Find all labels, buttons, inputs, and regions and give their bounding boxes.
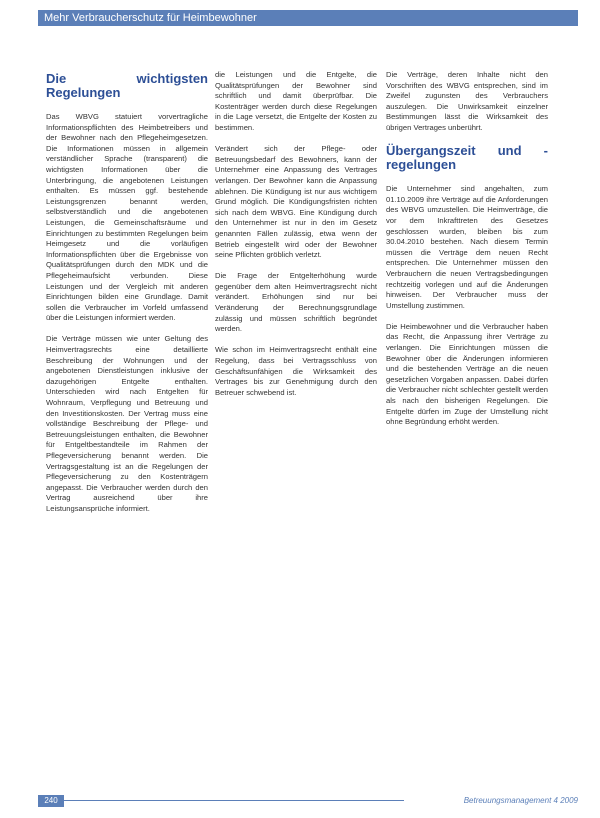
- header-title: Mehr Verbraucherschutz für Heimbewohner: [44, 12, 257, 24]
- paragraph: die Leistungen und die Entgelte, die Qualitätsprüfungen der Bewohner sind schriftlich und damit überprüfbar. Die Kostenträger werden durch diese Regelungen in die Lage versetzt, die Entgelte der Kosten zu bestimmen.: [215, 70, 377, 132]
- section-heading-uebergangszeit: Übergangszeit und -regelungen: [386, 143, 548, 173]
- section-heading-regelungen: Die wichtigsten Regelungen: [46, 71, 208, 100]
- paragraph: Die Frage der Entgelterhöhung wurde gegenüber dem alten Heimvertragsrecht nicht verändert. Erhöhungen sind nur bei Veränderung der Berechnungsgrundlage zulässig und müssen schriftlich begründet werden.: [215, 271, 377, 334]
- paragraph: Die Heimbewohner und die Verbraucher haben das Recht, die Anpassung ihrer Verträge zu verlangen. Die Einrichtungen müssen die Bewohner über die Änderungen informieren und die bestehenden Verträge an die neuen gesetzlichen Vorgaben anpassen. Dabei dürfen die Verbraucher nicht schlechter gestellt werden als nach den bisherigen Regelungen. Die Entgelte dürfen im Zuge der Umstellung nicht ohne Begründung erhöht werden.: [386, 321, 548, 427]
- paragraph: Verändert sich der Pflege- oder Betreuungsbedarf des Bewohners, kann der Unternehmer eine Anpassung des Vertrages verlangen. Der Bewohner kann die Anpassung ablehnen. Die Kündigung ist nur aus wichtigem Grund möglich. Die Kündigungsfristen richten sich nach dem WBVG. Eine Kündigung durch den Unternehmer ist nur in den im Gesetz genannten Fällen zulässig, etwa wenn der Betrieb eingestellt wird oder der Bewohner seine Pflichten gröblich verletzt.: [215, 144, 377, 260]
- paragraph: Die Verträge, deren Inhalte nicht den Vorschriften des WBVG entsprechen, sind im Zweifel zugunsten des Verbrauchers auszulegen. Die Unwirksamkeit einzelner Bestimmungen lässt die Wirksamkeit des übrigen Vertrages unberührt.: [386, 70, 548, 132]
- paragraph: Wie schon im Heimvertragsrecht enthält eine Regelung, dass bei Vertragsschluss von Geschäftsunfähigen die Wirksamkeit des Vertrages bis zur Genehmigung durch den Betreuer schwebend ist.: [215, 345, 377, 397]
- footer: [38, 795, 578, 807]
- page-number: 240: [38, 795, 64, 807]
- text-column-2: [215, 70, 377, 409]
- text-column-1: [46, 70, 208, 525]
- footer-divider: [64, 800, 404, 801]
- paragraph: Die Unternehmer sind angehalten, zum 01.10.2009 ihre Verträge auf die Anforderungen des WBVG umzustellen. Die Heimverträge, die vor dem Inkrafttreten des Gesetzes geschlossen wurden, bleiben bis zum 30.04.2010 bestehen. Nach diesem Termin müssen die Verträge dem neuen Recht entsprechen. Die Unternehmer müssen den Verbrauchern die neuen Vertragsbedingungen rechtzeitig vorlegen und auf die Änderungen hinweisen. Der Verbraucher muss der Umstellung zustimmen.: [386, 184, 548, 310]
- publication-name: Betreuungsmanagement 4 2009: [463, 796, 578, 805]
- paragraph: Die Verträge müssen wie unter Geltung des Heimvertragsrechts eine detaillierte Beschreibung der Wohnungen und der angebotenen Dienstleistungen inklusive der dazugehörigen Entgelte enthalten. Unterschieden wird nach Entgelten für Wohnraum, Verpflegung und Betreuung und den Investitionskosten. Der Vertrag muss eine vollständige Beschreibung der Pflege- und Betreuungsleistungen enthalten, die Bewohner für Entgeltbestandteile im Rahmen der Pflegeversicherung benannt werden. Die Vertragsgestaltung ist an die Regelungen der Pflegeversicherung zu den Kostenträgern angepasst. Die Verbraucher werden durch den Vertrag ausreichend über ihre Leistungsansprüche informiert.: [46, 334, 208, 513]
- text-column-3: [386, 70, 548, 438]
- paragraph: Das WBVG statuiert vorvertragliche Informationspflichten des Heimbetreibers und der Bewohner nach den Pflegeheimgesetzen. Die Informationen müssen in allgemein verständlicher Sprache (transparent) die wichtigsten Informationen über die Unterbringung, die angebotenen Leistungen enthalten. Es müssen ggf. bestehende Leistungsgrenzen benannt werden, selbstverständlich und die angebotenen Leistungen, die Gemeinschaftsräume und Einrichtungen zu bestimmten Regelungen beim Heimgesetz und die vorläufigen Informationspflichten über die Ergebnisse von Qualitätsprüfungen durch den MDK und die Pflegeheimaufsicht verbunden. Diese Leistungen und der Vergleich mit anderen Einrichtungen bilden eine Grundlage. Damit sollen die Verbraucher im Vorfeld umfassend über die Leistungen informiert werden.: [46, 112, 208, 323]
- header-bar: [38, 10, 578, 26]
